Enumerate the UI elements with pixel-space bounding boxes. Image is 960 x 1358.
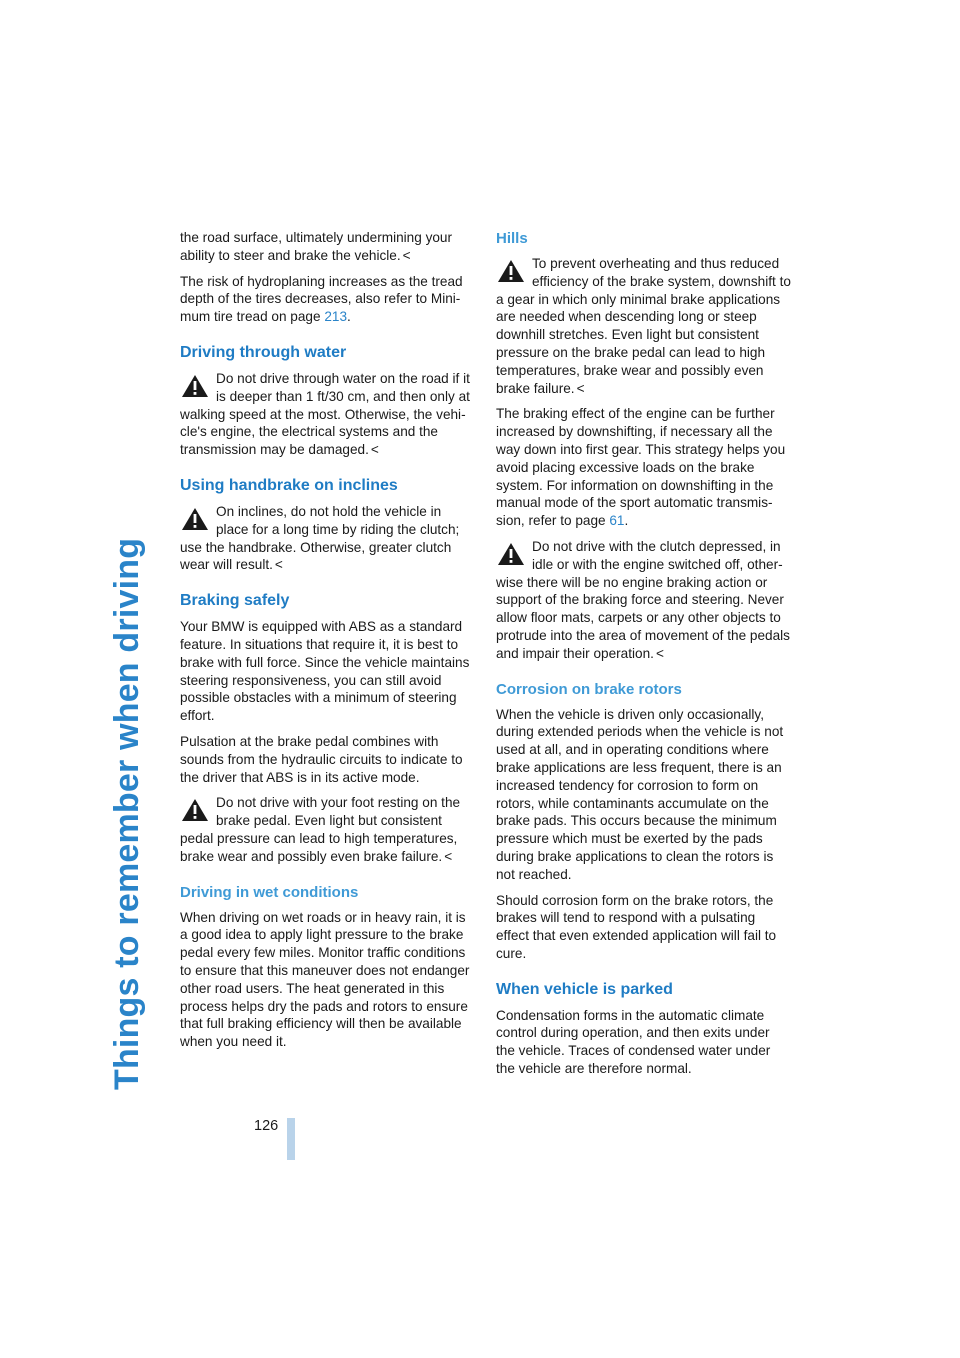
heading-braking-safely: Braking safely [180,592,290,610]
warning-clutch: Do not drive with the clutch depressed, in idle or with the engine switched off, otherwise there will be no engine braking action or support of the braking force and steering. Never allow floor mats, carpets or any other objects to protrude into the area of movement of the pedals and impair their operation. < [496,538,790,661]
page-link-213[interactable]: 213 [324,309,348,325]
paragraph-abs: Your BMW is equipped with ABS as a standard feature. In situations that require it, it is best to brake with full force. Since the vehicle maintains steering responsiveness, you can still avoid possible obstacles with a minimum of steering effort. [180,619,470,724]
paragraph-engine-braking: The braking effect of the engine can be further increased by downshifting, if necessary all the way down into first gear. This strategy helps you avoid placing excessive loads on the brake system. For information on downshifting in the manual mode of the sport automatic transmission, refer to page 61. [496,406,786,529]
heading-driving-through-water: Driving through water [180,343,347,361]
heading-corrosion-brake-rotors: Corrosion on brake rotors [496,680,682,698]
warning-triangle-icon [497,542,525,566]
warning-hills: To prevent overheating and thus reduced efficiency of the brake system, downshift to a gear in which only minimal brake applications are needed when descending long or steep downhill stretches. Even light but consistent pressure on the brake pedal can lead to high temperatures, brake wear and possibly even brake failure. < [496,256,791,396]
paragraph-corrosion-2: Should corrosion form on the brake rotors, the brakes will tend to respond with a pulsating effect that even extended application will fail to cure. [496,892,777,961]
page-link-61[interactable]: 61 [609,513,625,529]
page-number: 126 [254,1118,279,1134]
warning-brake-pedal: Do not drive with your foot resting on the brake pedal. Even light but consistent pedal pressure can lead to high temperatures, brake wear and possibly even brake failure. < [180,795,461,864]
heading-driving-wet-conditions: Driving in wet conditions [180,883,359,901]
paragraph-parked: Condensation forms in the automatic climate control during operation, and then exits under the vehicle. Traces of condensed water under the vehicle are therefore normal. [496,1007,771,1077]
page-number-bar [287,1118,295,1160]
warning-handbrake: On inclines, do not hold the vehicle in place for a long time by riding the clutch; use the handbrake. Otherwise, greater clutch wear will result. < [180,503,460,573]
end-mark: < [444,848,453,864]
end-mark: < [576,380,585,396]
chapter-side-title: Things to remember when driving [108,537,146,1090]
end-mark: < [402,247,411,263]
paragraph-corrosion-1: When the vehicle is driven only occasionally, during extended periods when the vehicle is not used at all, and in operating conditions where brake applications are less frequent, there is an increased tendency for corrosion to form on rotors, while contaminants accumulate on the brake pads. This occurs because the minimum pressure which must be exerted by the pads during brake applications to clean the rotors is not reached. [496,706,784,882]
end-mark: < [274,557,283,573]
warning-triangle-icon [181,507,209,531]
left-column [180,229,475,1059]
warning-triangle-icon [181,798,209,822]
warning-driving-through-water: Do not drive through water on the road if it is deeper than 1 ft/30 cm, and then only at walking speed at the most. Otherwise, the vehicle's engine, the electrical systems and the transmission may be damaged. < [180,370,470,458]
paragraph-wet-conditions: When driving on wet roads or in heavy rain, it is a good idea to apply light pressure to the brake pedal every few miles. Monitor traffic conditions to ensure that this maneuver does not endanger other road users. The heat generated in this process helps dry the pads and rotors to ensure that full braking efficiency will then be available when you need it. [180,909,470,1050]
heading-hills: Hills [496,230,528,247]
paragraph-tread-depth: The risk of hydroplaning increases as the tread depth of the tires decreases, also refer to Minimum tire tread on page 213. [180,273,463,325]
paragraph-abs-pulsation: Pulsation at the brake pedal combines with sounds from the hydraulic circuits to indicate to the driver that ABS is in its active mode. [180,733,463,785]
right-column [496,229,791,1086]
heading-vehicle-parked: When vehicle is parked [496,980,673,998]
end-mark: < [370,442,379,458]
heading-handbrake-on-inclines: Using handbrake on inclines [180,476,398,494]
warning-triangle-icon [181,374,209,398]
paragraph-hydroplaning-end: the road surface, ultimately undermining your ability to steer and brake the vehicle. < [180,230,453,263]
end-mark: < [655,645,664,661]
warning-triangle-icon [497,259,525,283]
